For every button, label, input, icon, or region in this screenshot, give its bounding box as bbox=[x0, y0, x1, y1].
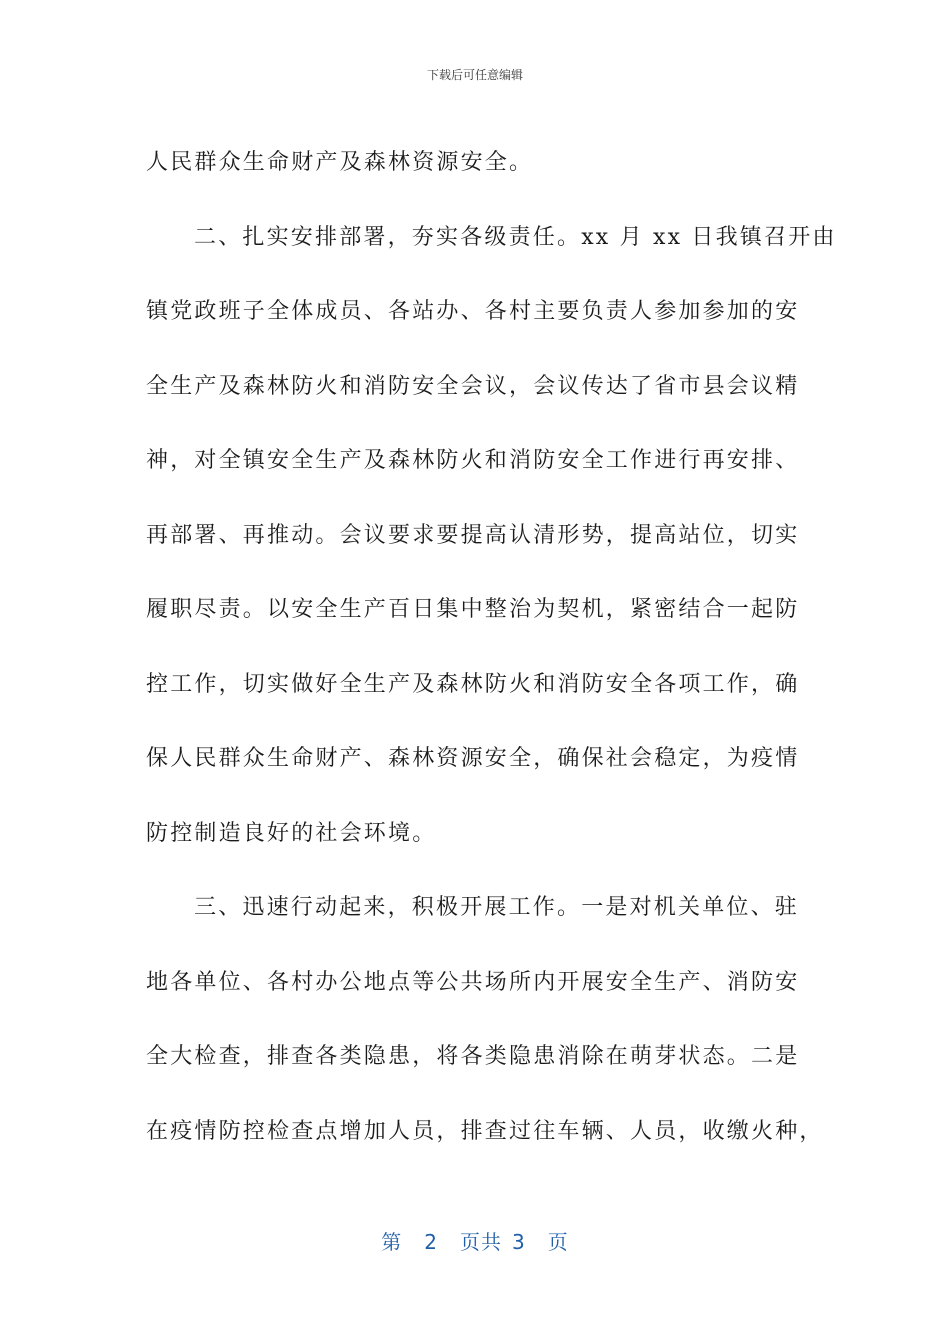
footer-prefix: 第 bbox=[381, 1230, 403, 1254]
text-line: 再部署、再推动。会议要求要提高认清形势，提高站位，切实 bbox=[146, 522, 800, 548]
text-line: 神，对全镇安全生产及森林防火和消防安全工作进行再安排、 bbox=[146, 448, 800, 473]
footer-suffix: 页 bbox=[547, 1230, 569, 1254]
text-line: 全生产及森林防火和消防安全会议，会议传达了省市县会议精 bbox=[146, 373, 800, 399]
paragraph-two bbox=[146, 201, 837, 872]
text-line: 地各单位、各村办公地点等公共场所内开展安全生产、消防安 bbox=[146, 969, 800, 995]
paragraph-three bbox=[146, 871, 824, 1169]
footer-total-pages: 3 bbox=[512, 1230, 526, 1254]
footer-page-number: 2 bbox=[424, 1230, 438, 1254]
text-line: 防控制造良好的社会环境。 bbox=[146, 820, 437, 846]
paragraph-continued bbox=[146, 126, 806, 201]
text-line: 三、迅速行动起来，积极开展工作。一是对机关单位、驻 bbox=[194, 895, 800, 920]
text-line: 保人民群众生命财产、森林资源安全，确保社会稳定，为疫情 bbox=[146, 746, 800, 771]
text-line: 镇党政班子全体成员、各站办、各村主要负责人参加参加的安 bbox=[146, 299, 800, 324]
footer-middle: 页共 bbox=[460, 1230, 502, 1254]
text-line: 人民群众生命财产及森林资源安全。 bbox=[146, 150, 534, 175]
text-line: 履职尽责。以安全生产百日集中整治为契机，紧密结合一起防 bbox=[146, 597, 800, 622]
text-line: 全大检查，排查各类隐患，将各类隐患消除在萌芽状态。二是 bbox=[146, 1044, 800, 1069]
page-footer bbox=[0, 1226, 950, 1255]
text-line: 控工作，切实做好全生产及森林防火和消防安全各项工作，确 bbox=[146, 671, 800, 697]
header-note: 下载后可任意编辑 bbox=[426, 68, 523, 82]
document-body bbox=[146, 126, 837, 1169]
text-line: 在疫情防控检查点增加人员，排查过往车辆、人员，收缴火种， bbox=[146, 1118, 824, 1144]
text-line: 二、扎实安排部署，夯实各级责任。xx 月 xx 日我镇召开由 bbox=[194, 224, 837, 250]
